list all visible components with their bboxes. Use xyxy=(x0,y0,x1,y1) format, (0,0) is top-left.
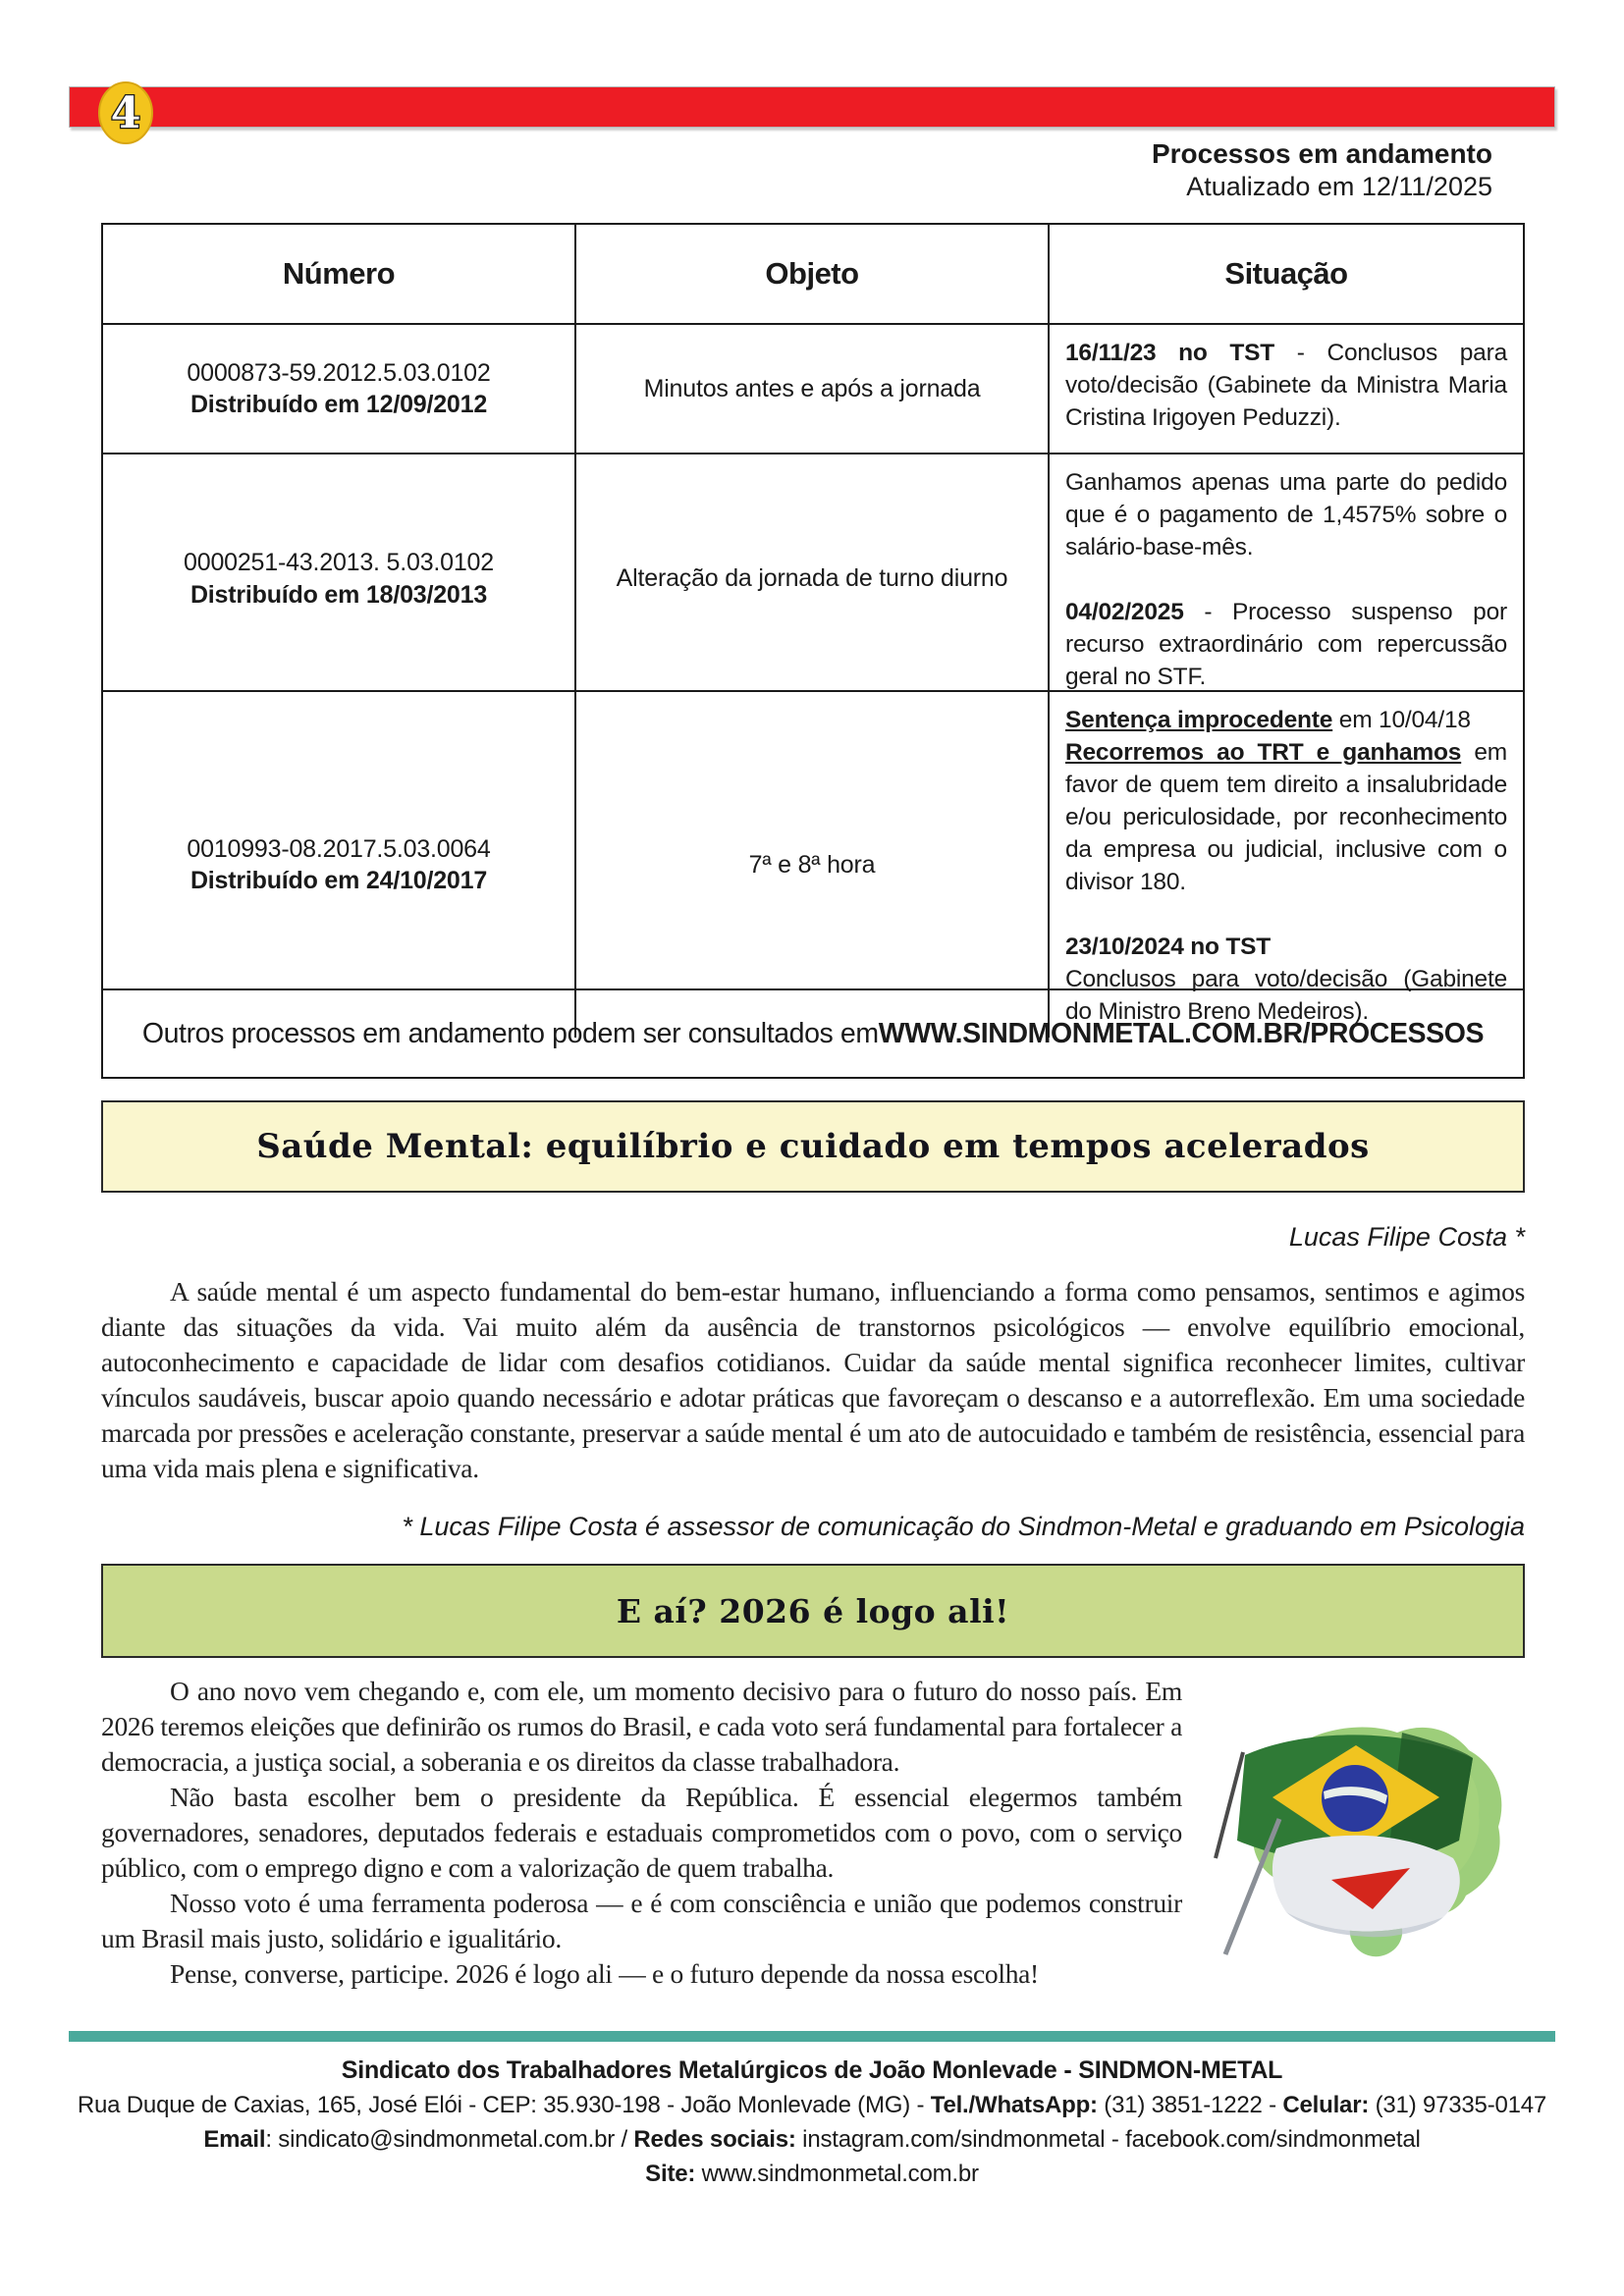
table-row xyxy=(103,692,1523,1026)
process-distributed-date: Distribuído em 18/03/2013 xyxy=(189,580,488,609)
status-date: 23/10/2024 no TST xyxy=(1065,934,1272,961)
article-body-saude xyxy=(101,1274,1525,1486)
article-paragraph: A saúde mental é um aspecto fundamental do bem-estar humano, influenciando a forma como pensamos, sentimos e agimos diante das situações da vida. Vai muito além da ausência de transtornos psicológicos — envolve equilíbrio emocional, autoconhecimento e capacidade de lidar com desafios cotidianos. Cuidar da saúde mental significa reconhecer limites, cultivar vínculos saudáveis, buscar apoio quando necessário e adotar práticas que favoreçam o descanso e a autorreflexão. Em uma sociedade marcada por pressões e aceleração constante, preservar a saúde mental é um ato de autocuidado e também de resistência, essencial para uma vida mais plena e significativa. xyxy=(101,1276,1525,1484)
processes-url: WWW.SINDMONMETAL.COM.BR/PROCESSOS xyxy=(878,1017,1485,1049)
process-number-cell xyxy=(103,325,576,453)
processes-table xyxy=(101,223,1525,1079)
article-paragraph: O ano novo vem chegando e, com ele, um momento decisivo para o futuro do nosso país. Em 2026 teremos eleições que definirão os rumos do Brasil, e cada voto será fundamental para fortalecer a democracia, a justiça social, a soberania e os direitos da classe trabalhadora. xyxy=(101,1676,1182,1778)
article-footnote: * Lucas Filipe Costa é assessor de comunicação do Sindmon-Metal e graduando em Psicologia xyxy=(402,1512,1525,1542)
mobile-number: (31) 97335-0147 xyxy=(1369,2092,1547,2119)
article-title-box-saude xyxy=(101,1100,1525,1193)
title-block xyxy=(0,137,1492,203)
article-paragraph: Pense, converse, participe. 2026 é logo ali — e o futuro depende da nossa escolha! xyxy=(170,1958,1039,1990)
process-distributed-date: Distribuído em 24/10/2017 xyxy=(189,867,488,895)
note-text: Outros processos em andamento podem ser consultados em xyxy=(141,1017,879,1049)
page-title: Processos em andamento xyxy=(1151,138,1492,169)
article-title: Saúde Mental: equilíbrio e cuidado em tempos acelerados xyxy=(256,1127,1370,1167)
updated-date: Atualizado em 12/11/2025 xyxy=(1186,172,1492,202)
email-address: : sindicato@sindmonmetal.com.br / xyxy=(265,2126,634,2154)
site-url: www.sindmonmetal.com.br xyxy=(695,2161,979,2188)
process-number-cell xyxy=(103,692,576,1038)
site-label: Site: xyxy=(645,2161,696,2188)
column-header-situacao: Situação xyxy=(1224,256,1348,292)
process-number-cell xyxy=(103,454,576,703)
status-highlight: Sentença improcedente xyxy=(1065,707,1333,734)
status-date: 16/11/23 no TST xyxy=(1065,340,1275,367)
status-highlight: Recorremos ao TRT e ganhamos xyxy=(1065,739,1462,767)
process-object: Minutos antes e após a jornada xyxy=(576,325,1050,453)
status-text: Ganhamos apenas uma parte do pedido que é o pagamento de 1,4575% sobre o salário-base-mês. xyxy=(1065,469,1507,561)
status-text: - Processo suspenso por recurso extraordinário com repercussão geral no STF. xyxy=(1065,599,1507,691)
table-note-row xyxy=(103,990,1523,1077)
process-status xyxy=(1050,325,1523,453)
footer-site-line xyxy=(0,2157,1624,2191)
status-paragraph xyxy=(1065,704,1507,736)
status-paragraph xyxy=(1065,736,1507,898)
status-text: - Conclusos para voto/decisão (Gabinete da Ministra Maria Cristina Irigoyen Peduzzi). xyxy=(1065,340,1507,432)
table-row xyxy=(103,454,1523,692)
table-row xyxy=(103,325,1523,454)
process-status xyxy=(1050,454,1523,703)
mobile-label: Celular: xyxy=(1282,2092,1370,2119)
flagpole xyxy=(1216,1752,1243,1858)
process-object: Alteração da jornada de turno diurno xyxy=(576,454,1050,703)
social-label: Redes sociais: xyxy=(633,2126,796,2154)
page-number-badge xyxy=(97,80,154,145)
column-header-numero: Número xyxy=(103,225,576,323)
footer-address-line xyxy=(0,2088,1624,2122)
table-note xyxy=(103,990,1523,1077)
article-title: E aí? 2026 é logo ali! xyxy=(616,1591,1010,1630)
article-body-2026 xyxy=(101,1674,1525,1992)
article-paragraph: Não basta escolher bem o presidente da República. É essencial elegermos também governadores, senadores, deputados federais e estaduais comprometidos com o povo, com o serviço público, com o emprego digno e com a valorização de quem trabalha. xyxy=(101,1782,1182,1884)
process-number: 0010993-08.2017.5.03.0064 xyxy=(187,834,491,863)
footer-contact-line xyxy=(0,2122,1624,2157)
article-paragraph: Nosso voto é uma ferramenta poderosa — e é com consciência e união que podemos construir um Brasil mais justo, solidário e igualitário. xyxy=(101,1888,1182,1954)
status-text: em 10/04/18 xyxy=(1332,707,1471,734)
social-handles: instagram.com/sindmonmetal - facebook.com/sindmonmetal xyxy=(795,2126,1421,2154)
status-text: Conclusos para voto/decisão (Gabinete do Ministro Breno Medeiros). xyxy=(1065,966,1507,1026)
process-number: 0000873-59.2012.5.03.0102 xyxy=(187,358,491,387)
article-byline: Lucas Filipe Costa * xyxy=(1288,1222,1525,1253)
status-paragraph xyxy=(1065,466,1507,563)
status-paragraph xyxy=(1065,337,1507,434)
header-red-bar xyxy=(69,86,1555,138)
union-name: Sindicato dos Trabalhadores Metalúrgicos de João Monlevade - SINDMON-METAL xyxy=(341,2056,1283,2085)
flags-illustration xyxy=(1196,1711,1525,1964)
process-object: 7ª e 8ª hora xyxy=(576,692,1050,1038)
status-date: 04/02/2025 xyxy=(1065,599,1184,626)
brazil-and-minas-gerais-flags-watercolor-image xyxy=(1196,1711,1525,1964)
phone-label: Tel./WhatsApp: xyxy=(930,2092,1098,2119)
address-text: Rua Duque de Caxias, 165, José Elói - CEP: 35.930-198 - João Monlevade (MG) - xyxy=(77,2092,931,2119)
email-label: Email xyxy=(203,2126,266,2154)
column-header-objeto: Objeto xyxy=(576,225,1050,323)
page-footer xyxy=(0,2054,1624,2191)
phone-number: (31) 3851-1222 - xyxy=(1097,2092,1283,2119)
status-text: em favor de quem tem direito a insalubridade e/ou periculosidade, por reconhecimento da empresa ou judicial, inclusive com o divisor 180. xyxy=(1065,739,1507,896)
table-header-row xyxy=(103,225,1523,325)
status-paragraph xyxy=(1065,596,1507,693)
process-distributed-date: Distribuído em 12/09/2012 xyxy=(189,391,488,419)
page-number: 4 xyxy=(110,88,141,138)
status-paragraph xyxy=(1065,931,1507,963)
process-status xyxy=(1050,692,1523,1038)
process-number: 0000251-43.2013. 5.03.0102 xyxy=(184,549,494,577)
article-title-box-2026 xyxy=(101,1564,1525,1658)
footer-divider xyxy=(69,2031,1555,2042)
